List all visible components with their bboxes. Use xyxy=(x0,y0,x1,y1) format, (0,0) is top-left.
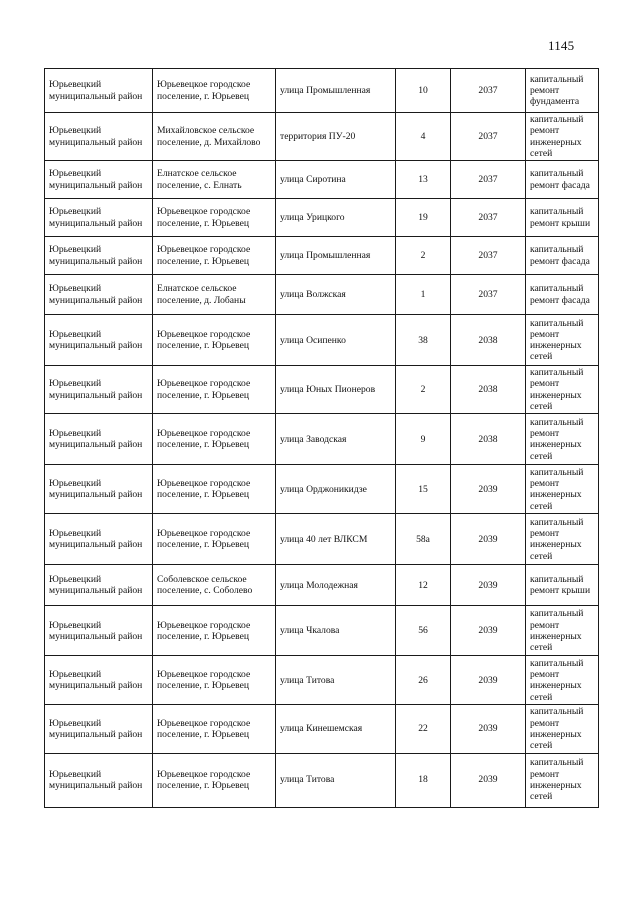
cell-street: улица Титова xyxy=(276,656,396,705)
cell-year: 2037 xyxy=(451,113,526,161)
cell-settlement: Юрьевецкое городское поселение, г. Юрьевец xyxy=(153,514,276,565)
cell-settlement: Елнатское сельское поселение, с. Елнать xyxy=(153,161,276,199)
cell-street: улица Заводская xyxy=(276,414,396,465)
cell-street: улица Титова xyxy=(276,753,396,807)
cell-settlement: Юрьевецкое городское поселение, г. Юрьевец xyxy=(153,606,276,656)
table-row xyxy=(45,606,599,656)
cell-house-number: 13 xyxy=(396,161,451,199)
table-row xyxy=(45,414,599,465)
cell-district: Юрьевецкий муниципальный район xyxy=(45,161,153,199)
cell-district: Юрьевецкий муниципальный район xyxy=(45,565,153,606)
cell-street: территория ПУ-20 xyxy=(276,113,396,161)
cell-district: Юрьевецкий муниципальный район xyxy=(45,414,153,465)
cell-house-number: 18 xyxy=(396,753,451,807)
table-row xyxy=(45,514,599,565)
cell-house-number: 1 xyxy=(396,275,451,315)
cell-house-number: 12 xyxy=(396,565,451,606)
cell-street: улица Юных Пионеров xyxy=(276,366,396,414)
cell-settlement: Юрьевецкое городское поселение, г. Юрьевец xyxy=(153,705,276,753)
cell-settlement: Юрьевецкое городское поселение, г. Юрьевец xyxy=(153,69,276,113)
cell-year: 2037 xyxy=(451,237,526,275)
cell-settlement: Юрьевецкое городское поселение, г. Юрьевец xyxy=(153,753,276,807)
cell-work-type: капитальный ремонт инженерных сетей xyxy=(526,514,599,565)
cell-settlement: Юрьевецкое городское поселение, г. Юрьевец xyxy=(153,237,276,275)
cell-house-number: 58а xyxy=(396,514,451,565)
cell-work-type: капитальный ремонт фундамента xyxy=(526,69,599,113)
page-number: 1145 xyxy=(548,38,575,53)
cell-year: 2039 xyxy=(451,606,526,656)
cell-work-type: капитальный ремонт инженерных сетей xyxy=(526,705,599,753)
cell-district: Юрьевецкий муниципальный район xyxy=(45,606,153,656)
cell-street: улица Урицкого xyxy=(276,199,396,237)
cell-house-number: 38 xyxy=(396,315,451,366)
cell-settlement: Михайловское сельское поселение, д. Михайлово xyxy=(153,113,276,161)
cell-work-type: капитальный ремонт инженерных сетей xyxy=(526,315,599,366)
cell-street: улица Сиротина xyxy=(276,161,396,199)
cell-work-type: капитальный ремонт крыши xyxy=(526,199,599,237)
cell-year: 2038 xyxy=(451,366,526,414)
cell-street: улица Промышленная xyxy=(276,69,396,113)
cell-house-number: 19 xyxy=(396,199,451,237)
table-row xyxy=(45,113,599,161)
cell-street: улица Осипенко xyxy=(276,315,396,366)
table-row xyxy=(45,315,599,366)
cell-work-type: капитальный ремонт фасада xyxy=(526,275,599,315)
cell-house-number: 4 xyxy=(396,113,451,161)
cell-work-type: капитальный ремонт инженерных сетей xyxy=(526,656,599,705)
cell-district: Юрьевецкий муниципальный район xyxy=(45,366,153,414)
table-row xyxy=(45,69,599,113)
cell-work-type: капитальный ремонт фасада xyxy=(526,237,599,275)
cell-house-number: 56 xyxy=(396,606,451,656)
cell-settlement: Юрьевецкое городское поселение, г. Юрьевец xyxy=(153,414,276,465)
cell-district: Юрьевецкий муниципальный район xyxy=(45,237,153,275)
cell-work-type: капитальный ремонт инженерных сетей xyxy=(526,414,599,465)
cell-work-type: капитальный ремонт фасада xyxy=(526,161,599,199)
cell-house-number: 2 xyxy=(396,366,451,414)
cell-district: Юрьевецкий муниципальный район xyxy=(45,199,153,237)
cell-work-type: капитальный ремонт крыши xyxy=(526,565,599,606)
cell-year: 2037 xyxy=(451,199,526,237)
cell-district: Юрьевецкий муниципальный район xyxy=(45,514,153,565)
table-row xyxy=(45,705,599,753)
table-row xyxy=(45,366,599,414)
cell-year: 2038 xyxy=(451,315,526,366)
cell-work-type: капитальный ремонт инженерных сетей xyxy=(526,753,599,807)
table-row xyxy=(45,237,599,275)
cell-street: улица Кинешемская xyxy=(276,705,396,753)
table-body xyxy=(45,69,599,808)
cell-year: 2039 xyxy=(451,465,526,514)
cell-district: Юрьевецкий муниципальный район xyxy=(45,465,153,514)
cell-year: 2039 xyxy=(451,514,526,565)
cell-street: улица Орджоникидзе xyxy=(276,465,396,514)
repair-schedule-table xyxy=(44,68,599,808)
cell-settlement: Соболевское сельское поселение, с. Соболево xyxy=(153,565,276,606)
cell-settlement: Юрьевецкое городское поселение, г. Юрьевец xyxy=(153,315,276,366)
table-row xyxy=(45,656,599,705)
cell-settlement: Юрьевецкое городское поселение, г. Юрьевец xyxy=(153,465,276,514)
cell-year: 2038 xyxy=(451,414,526,465)
cell-district: Юрьевецкий муниципальный район xyxy=(45,705,153,753)
cell-house-number: 10 xyxy=(396,69,451,113)
cell-district: Юрьевецкий муниципальный район xyxy=(45,315,153,366)
cell-house-number: 2 xyxy=(396,237,451,275)
cell-street: улица 40 лет ВЛКСМ xyxy=(276,514,396,565)
cell-district: Юрьевецкий муниципальный район xyxy=(45,113,153,161)
table-row xyxy=(45,565,599,606)
cell-settlement: Юрьевецкое городское поселение, г. Юрьевец xyxy=(153,366,276,414)
cell-house-number: 9 xyxy=(396,414,451,465)
table-row xyxy=(45,161,599,199)
cell-street: улица Волжская xyxy=(276,275,396,315)
cell-work-type: капитальный ремонт инженерных сетей xyxy=(526,606,599,656)
cell-year: 2037 xyxy=(451,275,526,315)
cell-street: улица Промышленная xyxy=(276,237,396,275)
cell-district: Юрьевецкий муниципальный район xyxy=(45,275,153,315)
cell-house-number: 26 xyxy=(396,656,451,705)
cell-district: Юрьевецкий муниципальный район xyxy=(45,753,153,807)
cell-work-type: капитальный ремонт инженерных сетей xyxy=(526,366,599,414)
cell-settlement: Юрьевецкое городское поселение, г. Юрьевец xyxy=(153,199,276,237)
table-row xyxy=(45,753,599,807)
cell-year: 2037 xyxy=(451,69,526,113)
cell-house-number: 22 xyxy=(396,705,451,753)
cell-year: 2037 xyxy=(451,161,526,199)
cell-work-type: капитальный ремонт инженерных сетей xyxy=(526,113,599,161)
cell-street: улица Чкалова xyxy=(276,606,396,656)
cell-settlement: Елнатское сельское поселение, д. Лобаны xyxy=(153,275,276,315)
cell-district: Юрьевецкий муниципальный район xyxy=(45,656,153,705)
cell-year: 2039 xyxy=(451,753,526,807)
cell-work-type: капитальный ремонт инженерных сетей xyxy=(526,465,599,514)
cell-district: Юрьевецкий муниципальный район xyxy=(45,69,153,113)
table-row xyxy=(45,465,599,514)
cell-year: 2039 xyxy=(451,565,526,606)
table-row xyxy=(45,275,599,315)
cell-house-number: 15 xyxy=(396,465,451,514)
cell-year: 2039 xyxy=(451,705,526,753)
cell-year: 2039 xyxy=(451,656,526,705)
cell-settlement: Юрьевецкое городское поселение, г. Юрьевец xyxy=(153,656,276,705)
cell-street: улица Молодежная xyxy=(276,565,396,606)
table-row xyxy=(45,199,599,237)
